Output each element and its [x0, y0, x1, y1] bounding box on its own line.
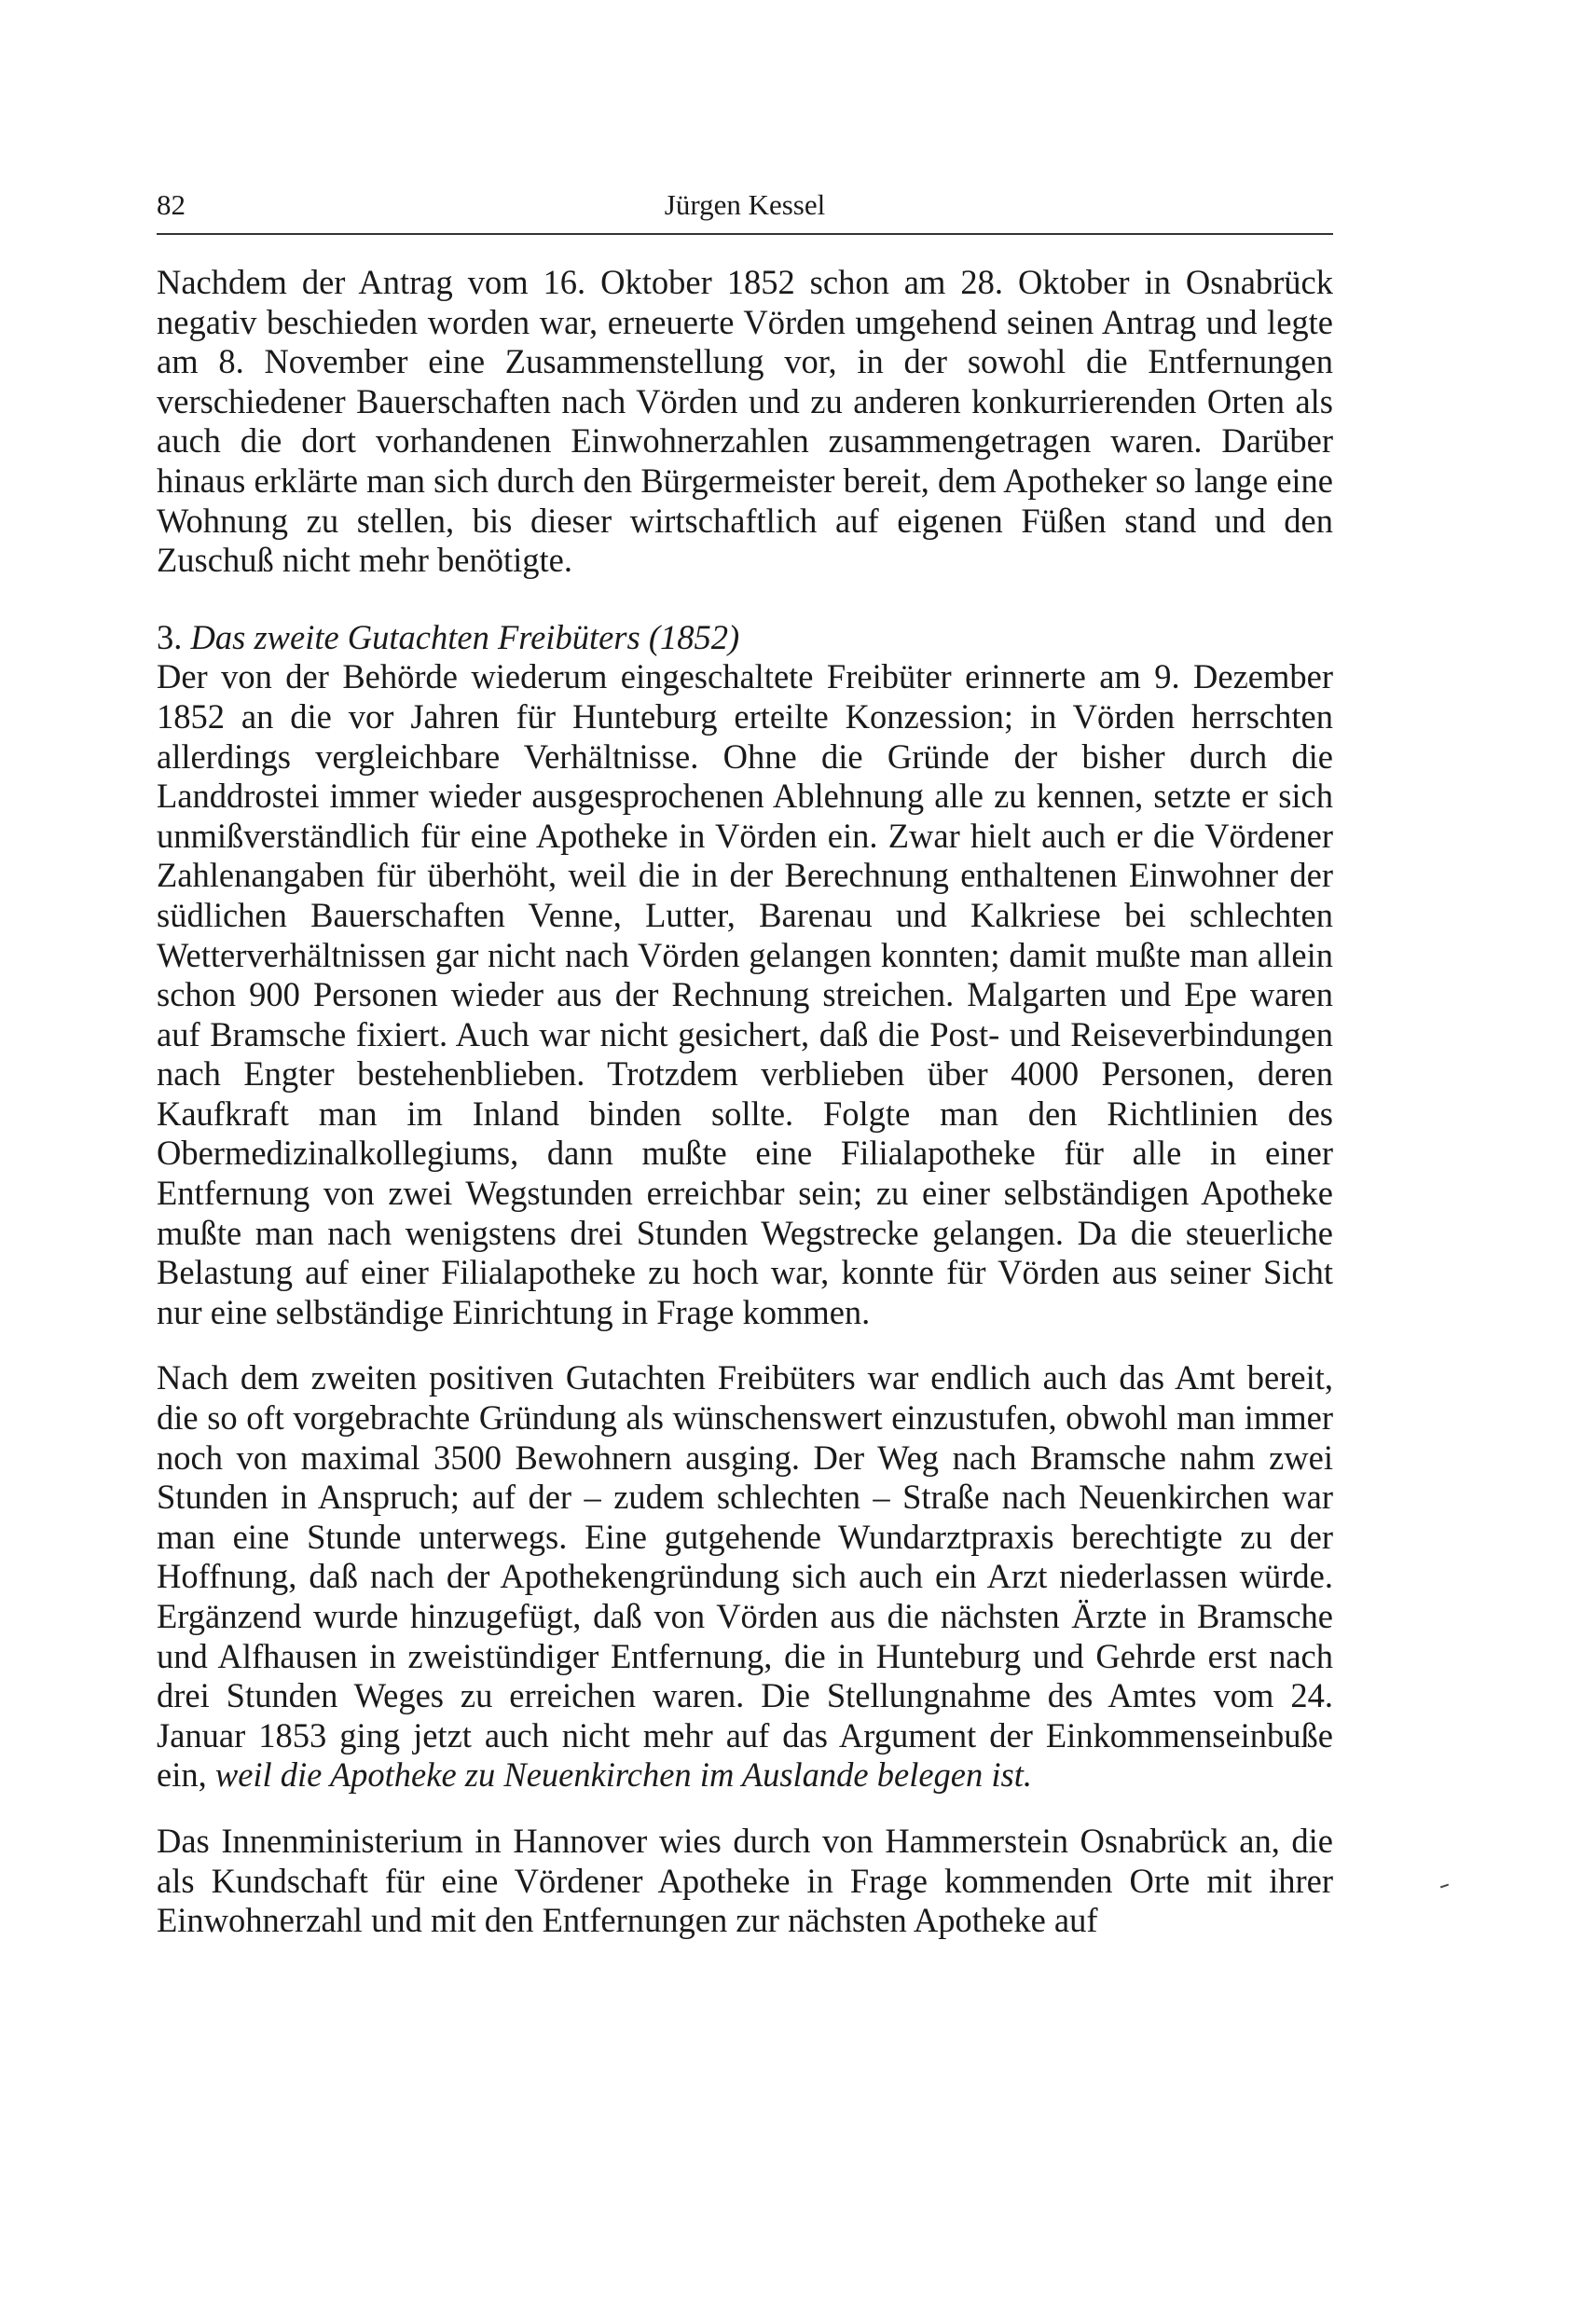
margin-mark: [1440, 1884, 1449, 1889]
paragraph-3: [157, 1358, 1333, 1796]
running-head: Jürgen Kessel: [664, 188, 826, 221]
paragraph-1: Nachdem der Antrag vom 16. Oktober 1852 schon am 28. Oktober in Osnabrück negativ beschieden worden war, erneuerte Vörden umgehend seinen Antrag und legte am 8. November eine Zusammenstellung vor, in der sowohl die Entfernungen verschiedener Bauerschaften nach Vörden und zu anderen konkurrierenden Orten als auch die dort vorhandenen Einwohnerzahlen zusammengetragen waren. Darüber hinaus erklärte man sich durch den Bürgermeister bereit, dem Apotheker so lange eine Wohnung zu stellen, bis dieser wirtschaftlich auf eigenen Füßen stand und den Zuschuß nicht mehr benötigte.: [157, 263, 1333, 580]
paragraph-2: Der von der Behörde wiederum eingeschaltete Freibüter erinnerte am 9. Dezember 1852 an die vor Jahren für Hunteburg erteilte Konzession; in Vörden herrschten allerdings vergleichbare Verhältnisse. Ohne die Gründe der bisher durch die Landdrostei immer wieder ausgesprochenen Ablehnung alle zu kennen, setzte er sich unmißverständlich für eine Apotheke in Vörden ein. Zwar hielt auch er die Vördener Zahlenangaben für überhöht, weil die in der Berechnung enthaltenen Einwohner der südlichen Bauerschaften Venne, Lutter, Barenau und Kalkriese bei schlechten Wetterverhältnissen gar nicht nach Vörden gelangen konnten; damit mußte man allein schon 900 Personen wieder aus der Rechnung streichen. Malgarten und Epe waren auf Bramsche fixiert. Auch war nicht gesichert, daß die Post- und Reiseverbindungen nach Engter bestehenblieben. Trotzdem verblieben über 4000 Personen, deren Kaufkraft man im Inland binden sollte. Folgte man den Richtlinien des Obermedizinalkollegiums, dann mußte eine Filialapotheke für alle in einer Entfernung von zwei Wegstunden erreichbar sein; zu einer selbständigen Apotheke mußte man nach wenigstens drei Stunden Wegstrecke gelangen. Da die steuerliche Belastung auf einer Filialapotheke zu hoch war, konnte für Vörden aus seiner Sicht nur eine selbständige Einrichtung in Frage kommen.: [157, 657, 1333, 1331]
section-title: Das zweite Gutachten Freibüters (1852): [190, 617, 740, 656]
section-heading: [157, 618, 1333, 658]
page-number: 82: [157, 188, 186, 221]
paragraph-3-quote: weil die Apotheke zu Neuenkirchen im Auslande belegen ist.: [214, 1755, 1032, 1795]
body-text: [157, 263, 1333, 1941]
paragraph-3-text: Nach dem zweiten positiven Gutachten Freibüters war endlich auch das Amt bereit, die so oft vorgebrachte Gründung als wünschenswert einzustufen, obwohl man immer noch von maximal 3500 Bewohnern ausging. Der Weg nach Bramsche nahm zwei Stunden in Anspruch; auf der – zudem schlechten – Straße nach Neuenkirchen war man eine Stunde unterwegs. Eine gutgehende Wundarztpraxis berechtigte zu der Hoffnung, daß nach der Apothekengründung sich auch ein Arzt niederlassen würde. Ergänzend wurde hinzugefügt, daß von Vörden aus die nächsten Ärzte in Bramsche und Alfhausen in zweistündiger Entfernung, die in Hunteburg und Gehrde erst nach drei Stunden Weges zu erreichen waren. Die Stellungnahme des Amtes vom 24. Januar 1853 ging jetzt auch nicht mehr auf das Argument der Einkommenseinbuße ein,: [157, 1358, 1333, 1795]
page-header: [157, 183, 1333, 235]
section-number: 3.: [157, 617, 183, 656]
paragraph-4: Das Innenministerium in Hannover wies durch von Hammerstein Osnabrück an, die als Kundschaft für eine Vördener Apotheke in Frage kommenden Orte mit ihrer Einwohnerzahl und mit den Entfernungen zur nächsten Apotheke auf: [157, 1821, 1333, 1940]
